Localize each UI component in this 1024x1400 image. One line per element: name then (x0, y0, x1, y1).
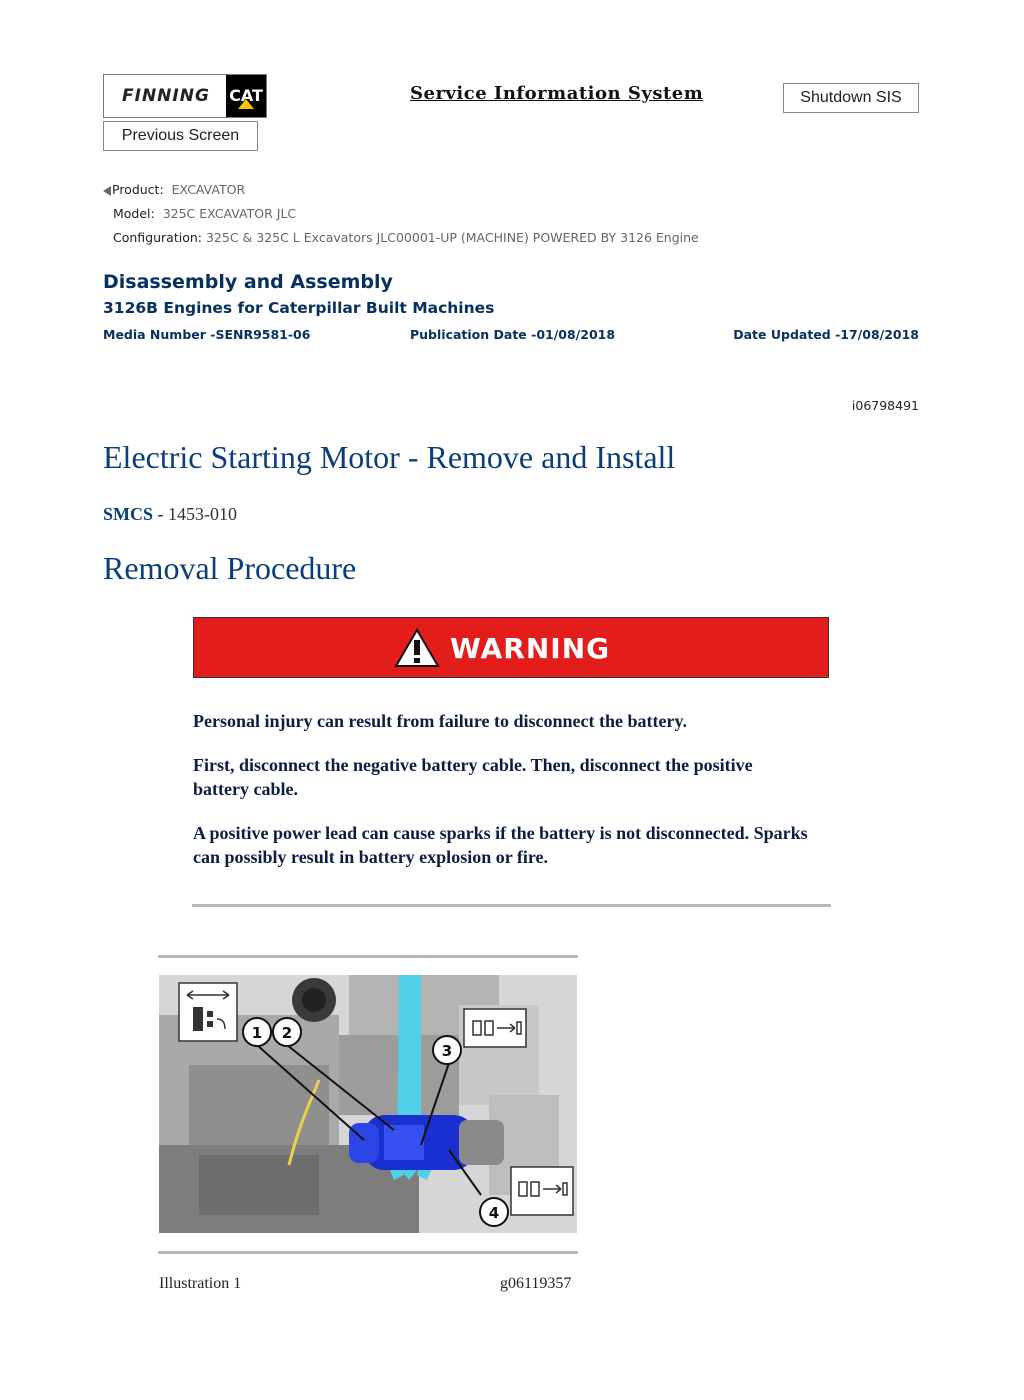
callout-3: 3 (441, 1042, 453, 1060)
media-number: Media Number -SENR9581-06 (103, 327, 311, 342)
model-value: 325C EXCAVATOR JLC (162, 206, 297, 221)
product-label: Product: (112, 182, 164, 197)
model-row (113, 206, 296, 221)
warning-divider (192, 904, 831, 907)
illustration-top-rule (158, 955, 578, 958)
finning-cat-logo (103, 74, 267, 118)
cat-logo (226, 75, 266, 117)
illustration-image (159, 975, 577, 1233)
date-updated: Date Updated -17/08/2018 (733, 327, 919, 342)
previous-screen-button[interactable]: Previous Screen (103, 121, 258, 151)
document-subtitle: 3126B Engines for Caterpillar Built Machines (103, 299, 495, 317)
configuration-value: 325C & 325C L Excavators JLC00001-UP (MACHINE) POWERED BY 3126 Engine (205, 230, 699, 245)
back-arrow-icon[interactable] (103, 186, 111, 196)
warning-banner (193, 617, 829, 678)
document-id: i06798491 (851, 398, 919, 413)
system-title: Service Information System (410, 83, 704, 104)
graphic-id: g06119357 (500, 1275, 572, 1292)
callout-4: 4 (488, 1204, 500, 1222)
publication-date: Publication Date -01/08/2018 (410, 327, 616, 342)
callout-1: 1 (251, 1024, 263, 1042)
product-value: EXCAVATOR (171, 182, 246, 197)
warning-triangle-icon (394, 628, 440, 668)
smcs-value: 1453-010 (168, 504, 238, 524)
engine-starter-illustration (159, 975, 577, 1233)
warning-paragraph-2: First, disconnect the negative battery cable. Then, disconnect the positive battery cable. (193, 755, 753, 799)
shutdown-sis-button[interactable]: Shutdown SIS (783, 83, 919, 113)
section-title: Disassembly and Assembly (103, 271, 393, 293)
removal-heading: Removal Procedure (103, 550, 357, 586)
warning-paragraph-3: A positive power lead can cause sparks if the battery is not disconnected. Sparks can possibly result in battery explosion or fire. (193, 823, 808, 867)
cat-triangle-icon (238, 99, 254, 109)
product-row (103, 182, 245, 197)
smcs-label: SMCS - (103, 504, 164, 524)
configuration-label: Configuration: (113, 230, 202, 245)
warning-label: WARNING (450, 631, 611, 665)
warning-paragraph-1: Personal injury can result from failure to disconnect the battery. (193, 711, 687, 731)
smcs-code (103, 504, 237, 525)
callout-2: 2 (281, 1024, 293, 1042)
illustration-caption: Illustration 1 (159, 1275, 242, 1292)
cat-logo-text: CAT (229, 86, 263, 105)
illustration-bottom-rule (158, 1251, 578, 1254)
configuration-row (113, 230, 699, 245)
model-label: Model: (113, 206, 155, 221)
finning-logo-text: FINNING (122, 86, 210, 106)
page-title: Electric Starting Motor - Remove and Install (103, 439, 676, 475)
